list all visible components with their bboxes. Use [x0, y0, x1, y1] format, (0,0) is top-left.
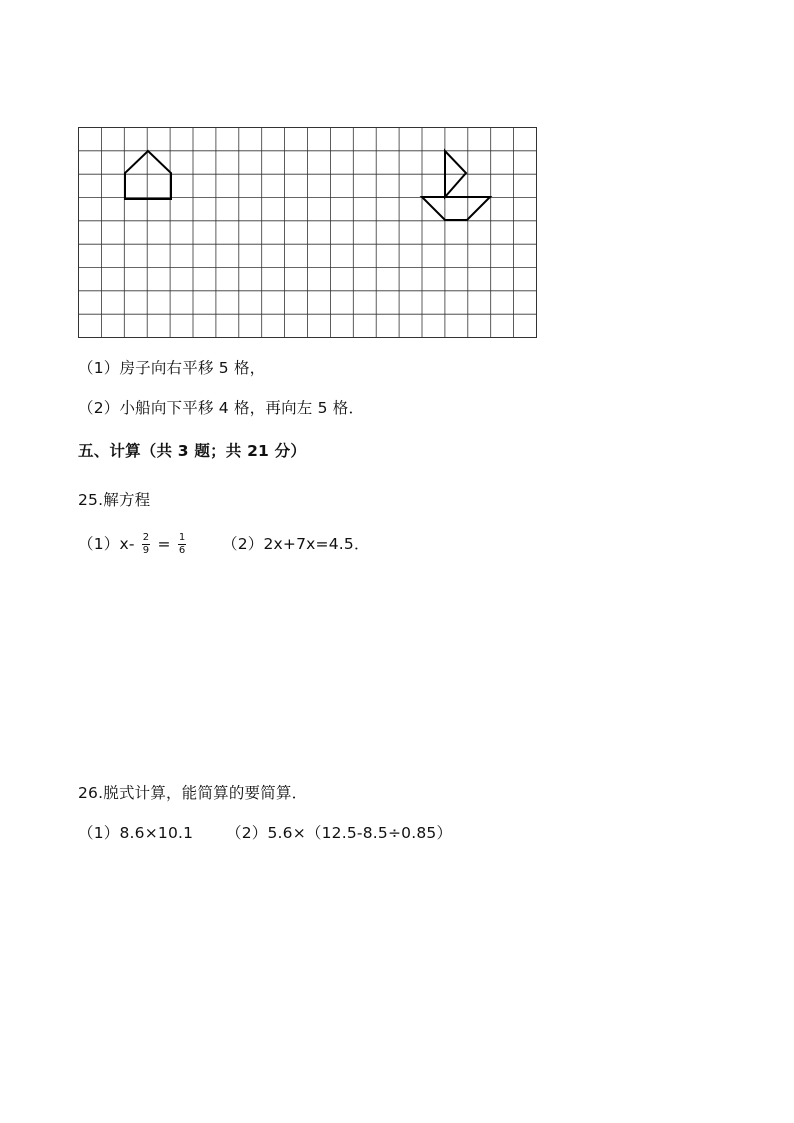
section-heading: 五、计算（共 3 题；共 21 分） [78, 442, 307, 460]
q25-part2: （2）2x+7x=4.5． [222, 535, 370, 553]
fraction-numerator: 1 [178, 532, 186, 543]
equals-sign: = [157, 535, 171, 553]
fraction-one-sixth [178, 532, 187, 557]
grid-figure [0, 0, 794, 400]
q25-part1-prefix: （1）x- [78, 535, 135, 553]
fraction-denominator: 6 [178, 545, 186, 556]
fraction-denominator: 9 [142, 545, 150, 556]
boat-hull-shape [422, 197, 490, 220]
fraction-numerator: 2 [142, 532, 150, 543]
q26-title: 26.脱式计算，能简算的要简算． [78, 784, 308, 802]
house-shape [125, 151, 171, 199]
q25-title: 25.解方程 [78, 491, 151, 509]
fraction-two-ninths [142, 532, 151, 557]
q26-part2: （2）5.6×（12.5-8.5÷0.85） [226, 824, 453, 842]
q25-part1 [78, 528, 188, 560]
grid-lines [79, 128, 537, 338]
q26-part1: （1）8.6×10.1 [78, 824, 194, 842]
instruction-boat: （2）小船向下平移 4 格，再向左 5 格． [78, 399, 365, 417]
instruction-house: （1）房子向右平移 5 格， [78, 359, 266, 377]
